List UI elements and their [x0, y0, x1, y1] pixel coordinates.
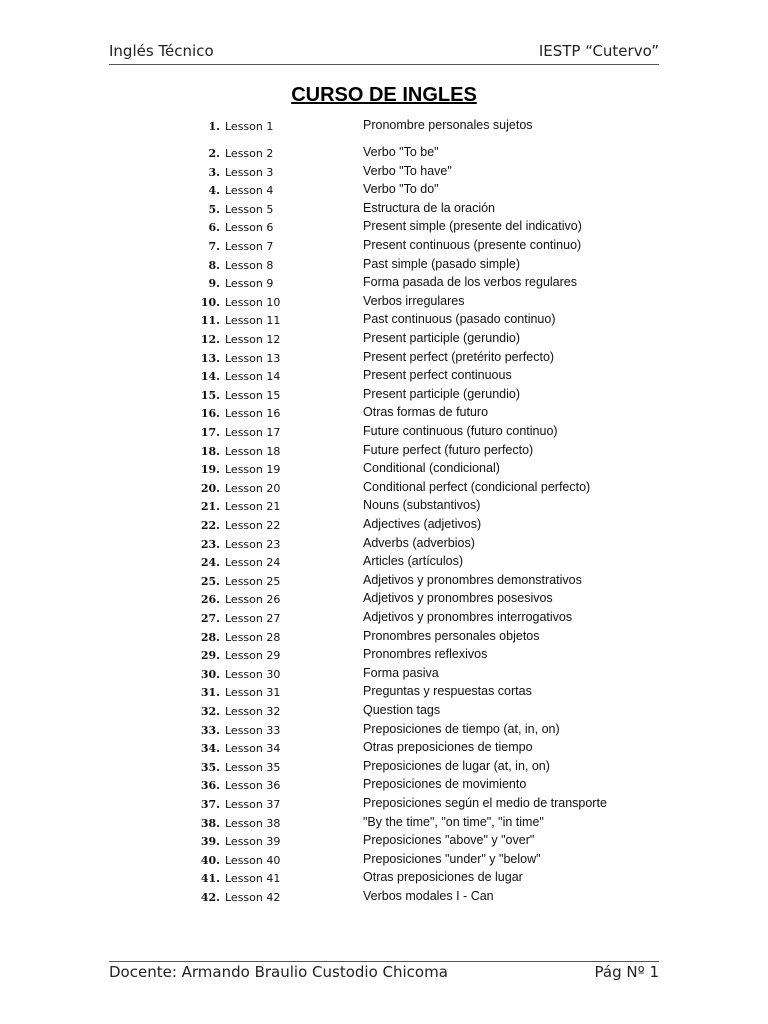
lesson-row — [0, 889, 768, 907]
lesson-topic: Preposiciones de lugar (at, in, on) — [363, 758, 550, 773]
lesson-label: Lesson 26 — [225, 593, 281, 607]
lesson-topic: Present participle (gerundio) — [363, 386, 521, 401]
lesson-topic: Verbo "To be" — [363, 145, 439, 159]
lesson-topic: Conditional (condicional) — [363, 461, 500, 476]
lesson-number: 8. — [208, 258, 220, 272]
lesson-label: Lesson 13 — [225, 351, 281, 365]
lesson-row — [0, 275, 768, 293]
header-course-name: Inglés Técnico — [109, 42, 214, 60]
lesson-number: 2. — [208, 147, 220, 160]
lesson-number: 42. — [200, 891, 220, 904]
lesson-topic: Verbo "To do" — [363, 182, 439, 197]
lesson-row — [0, 498, 768, 516]
lesson-row — [0, 517, 768, 535]
page-footer — [109, 961, 659, 986]
lesson-label: Lesson 17 — [225, 426, 281, 439]
lesson-row — [0, 201, 768, 219]
lesson-row — [0, 666, 768, 684]
lesson-number: 6. — [208, 221, 220, 235]
lesson-topic: Past simple (pasado simple) — [363, 256, 521, 271]
lesson-row — [0, 852, 768, 870]
lesson-row — [0, 331, 768, 349]
lesson-row — [0, 387, 768, 405]
page-title: CURSO DE INGLES — [291, 84, 477, 106]
lesson-topic: Present continuous (presente continuo) — [363, 238, 582, 252]
lesson-number: 24. — [200, 556, 220, 570]
lesson-row — [0, 759, 768, 777]
lesson-row — [0, 684, 768, 702]
lesson-row — [0, 182, 768, 200]
lesson-number: 31. — [200, 686, 220, 700]
lesson-label: Lesson 6 — [225, 221, 274, 235]
lesson-row — [0, 257, 768, 275]
lesson-topic: Future perfect (futuro perfecto) — [363, 442, 534, 457]
lesson-row — [0, 443, 768, 461]
lesson-number: 10. — [200, 295, 220, 309]
lesson-topic: Verbo "To have" — [363, 163, 452, 178]
lesson-row — [0, 610, 768, 628]
lesson-row — [0, 461, 768, 479]
lesson-label: Lesson 14 — [225, 370, 281, 384]
lesson-label: Lesson 1 — [225, 120, 274, 133]
lesson-number: 16. — [200, 407, 220, 421]
lesson-label: Lesson 10 — [225, 295, 281, 309]
lesson-row — [0, 424, 768, 442]
lesson-topic: Pronombre personales sujetos — [363, 118, 533, 132]
lesson-number: 21. — [200, 500, 220, 514]
lesson-row — [0, 777, 768, 795]
lesson-label: Lesson 37 — [225, 798, 281, 811]
lesson-number: 13. — [200, 351, 220, 365]
lesson-topic: Otras formas de futuro — [363, 405, 489, 420]
lesson-label: Lesson 25 — [225, 574, 281, 588]
lesson-label: Lesson 24 — [225, 556, 281, 570]
lesson-number: 26. — [200, 593, 220, 607]
lesson-topic: Preposiciones "above" y "over" — [363, 833, 535, 848]
lesson-label: Lesson 30 — [225, 667, 281, 681]
lesson-topic: Preposiciones de movimiento — [363, 777, 527, 792]
lesson-topic: Preposiciones según el medio de transporte — [363, 796, 607, 810]
lesson-number: 20. — [200, 481, 220, 495]
lesson-topic: Verbos irregulares — [363, 293, 465, 308]
lesson-row — [0, 554, 768, 572]
lesson-number: 17. — [200, 426, 220, 439]
lesson-row — [0, 591, 768, 609]
lesson-label: Lesson 23 — [225, 537, 281, 551]
lesson-label: Lesson 33 — [225, 723, 281, 737]
lesson-label: Lesson 32 — [225, 705, 281, 718]
lesson-label: Lesson 35 — [225, 760, 281, 774]
footer-teacher: Docente: Armando Braulio Custodio Chicoma — [109, 963, 448, 981]
lesson-row — [0, 145, 768, 163]
lesson-label: Lesson 40 — [225, 853, 281, 867]
lesson-number: 37. — [200, 798, 220, 811]
lesson-topic: Otras preposiciones de lugar — [363, 870, 523, 885]
lesson-number: 22. — [200, 519, 220, 532]
lesson-number: 15. — [200, 388, 220, 402]
lesson-number: 30. — [200, 667, 220, 681]
lesson-row — [0, 219, 768, 237]
lesson-label: Lesson 21 — [225, 500, 281, 514]
lesson-number: 39. — [200, 835, 220, 849]
lesson-number: 18. — [200, 444, 220, 458]
lesson-label: Lesson 18 — [225, 444, 281, 458]
lesson-topic: Adjetivos y pronombres demonstrativos — [363, 572, 582, 587]
lesson-number: 35. — [200, 760, 220, 774]
lesson-row — [0, 480, 768, 498]
lesson-topic: Pronombres personales objetos — [363, 628, 540, 643]
lesson-number: 27. — [200, 612, 220, 625]
header-institution: IESTP “Cutervo” — [538, 42, 659, 60]
lesson-topic: Estructura de la oración — [363, 200, 496, 215]
lesson-label: Lesson 20 — [225, 481, 281, 495]
lesson-number: 33. — [200, 723, 220, 737]
lesson-number: 9. — [208, 277, 220, 291]
lesson-topic: Future continuous (futuro continuo) — [363, 424, 558, 438]
lesson-number: 7. — [208, 240, 220, 253]
footer-page-number: Pág Nº 1 — [594, 963, 659, 981]
lesson-topic: Verbos modales I - Can — [363, 889, 494, 903]
lesson-label: Lesson 2 — [225, 147, 274, 160]
lesson-label: Lesson 8 — [225, 258, 274, 272]
lesson-topic: Adjetivos y pronombres interrogativos — [363, 610, 573, 624]
lesson-label: Lesson 29 — [225, 649, 281, 663]
lesson-row — [0, 350, 768, 368]
lesson-topic: Adjetivos y pronombres posesivos — [363, 591, 553, 606]
lesson-topic: Otras preposiciones de tiempo — [363, 740, 533, 755]
page-header — [109, 38, 659, 65]
lesson-topic: Present simple (presente del indicativo) — [363, 219, 582, 234]
lesson-number: 41. — [200, 872, 220, 886]
lesson-row — [0, 312, 768, 330]
lesson-label: Lesson 15 — [225, 388, 281, 402]
lesson-number: 3. — [208, 165, 220, 179]
lesson-number: 12. — [200, 333, 220, 346]
lesson-label: Lesson 4 — [225, 184, 274, 198]
lesson-number: 34. — [200, 742, 220, 756]
lesson-label: Lesson 34 — [225, 742, 281, 756]
lesson-row — [0, 833, 768, 851]
lesson-label: Lesson 9 — [225, 277, 274, 291]
lesson-row — [0, 740, 768, 758]
lesson-topic: Preguntas y respuestas cortas — [363, 684, 532, 699]
lesson-row — [0, 722, 768, 740]
lesson-label: Lesson 22 — [225, 519, 281, 532]
lesson-label: Lesson 3 — [225, 165, 274, 179]
lesson-row — [0, 118, 768, 136]
lesson-row — [0, 368, 768, 386]
lesson-number: 38. — [200, 816, 220, 830]
lesson-topic: Nouns (substantivos) — [363, 498, 481, 513]
lesson-label: Lesson 31 — [225, 686, 281, 700]
lesson-row — [0, 796, 768, 814]
lesson-label: Lesson 7 — [225, 240, 274, 253]
lesson-label: Lesson 36 — [225, 779, 281, 793]
lesson-number: 40. — [200, 853, 220, 867]
lesson-label: Lesson 12 — [225, 333, 281, 346]
lesson-number: 1. — [208, 120, 220, 133]
lesson-row — [0, 703, 768, 721]
lesson-topic: Forma pasada de los verbos regulares — [363, 275, 578, 290]
lesson-number: 25. — [200, 574, 220, 588]
lesson-row — [0, 815, 768, 833]
lesson-topic: Preposiciones "under" y "below" — [363, 851, 541, 866]
lesson-number: 4. — [208, 184, 220, 198]
lesson-topic: Adverbs (adverbios) — [363, 535, 475, 550]
lesson-topic: Adjectives (adjetivos) — [363, 517, 482, 531]
lesson-row — [0, 536, 768, 554]
lesson-row — [0, 870, 768, 888]
lesson-topic: Present participle (gerundio) — [363, 331, 521, 345]
lesson-number: 29. — [200, 649, 220, 663]
lesson-label: Lesson 16 — [225, 407, 281, 421]
lesson-number: 5. — [208, 202, 220, 216]
lesson-topic: Pronombres reflexivos — [363, 647, 488, 662]
lesson-topic: Conditional perfect (condicional perfecto) — [363, 479, 591, 494]
lesson-row — [0, 238, 768, 256]
lesson-label: Lesson 28 — [225, 630, 281, 644]
lesson-row — [0, 294, 768, 312]
lesson-label: Lesson 38 — [225, 816, 281, 830]
lesson-topic: Forma pasiva — [363, 665, 439, 680]
lesson-topic: Question tags — [363, 703, 441, 717]
lesson-number: 11. — [200, 314, 220, 328]
lesson-number: 14. — [200, 370, 220, 384]
lesson-topic: "By the time", "on time", "in time" — [363, 814, 544, 829]
lesson-label: Lesson 11 — [225, 314, 281, 328]
lesson-topic: Present perfect (pretérito perfecto) — [363, 349, 555, 364]
lesson-label: Lesson 42 — [225, 891, 281, 904]
lesson-row — [0, 405, 768, 423]
lesson-row — [0, 647, 768, 665]
lesson-number: 19. — [200, 463, 220, 477]
lesson-label: Lesson 27 — [225, 612, 281, 625]
lesson-number: 23. — [200, 537, 220, 551]
lesson-topic: Articles (artículos) — [363, 554, 464, 569]
lesson-row — [0, 164, 768, 182]
lesson-topic: Past continuous (pasado continuo) — [363, 312, 556, 327]
lesson-label: Lesson 5 — [225, 202, 274, 216]
lesson-number: 36. — [200, 779, 220, 793]
lesson-number: 28. — [200, 630, 220, 644]
lesson-label: Lesson 39 — [225, 835, 281, 849]
lesson-label: Lesson 19 — [225, 463, 281, 477]
lesson-number: 32. — [200, 705, 220, 718]
lesson-label: Lesson 41 — [225, 872, 281, 886]
lesson-row — [0, 629, 768, 647]
lesson-row — [0, 573, 768, 591]
lesson-topic: Present perfect continuous — [363, 368, 512, 383]
lesson-topic: Preposiciones de tiempo (at, in, on) — [363, 721, 560, 736]
